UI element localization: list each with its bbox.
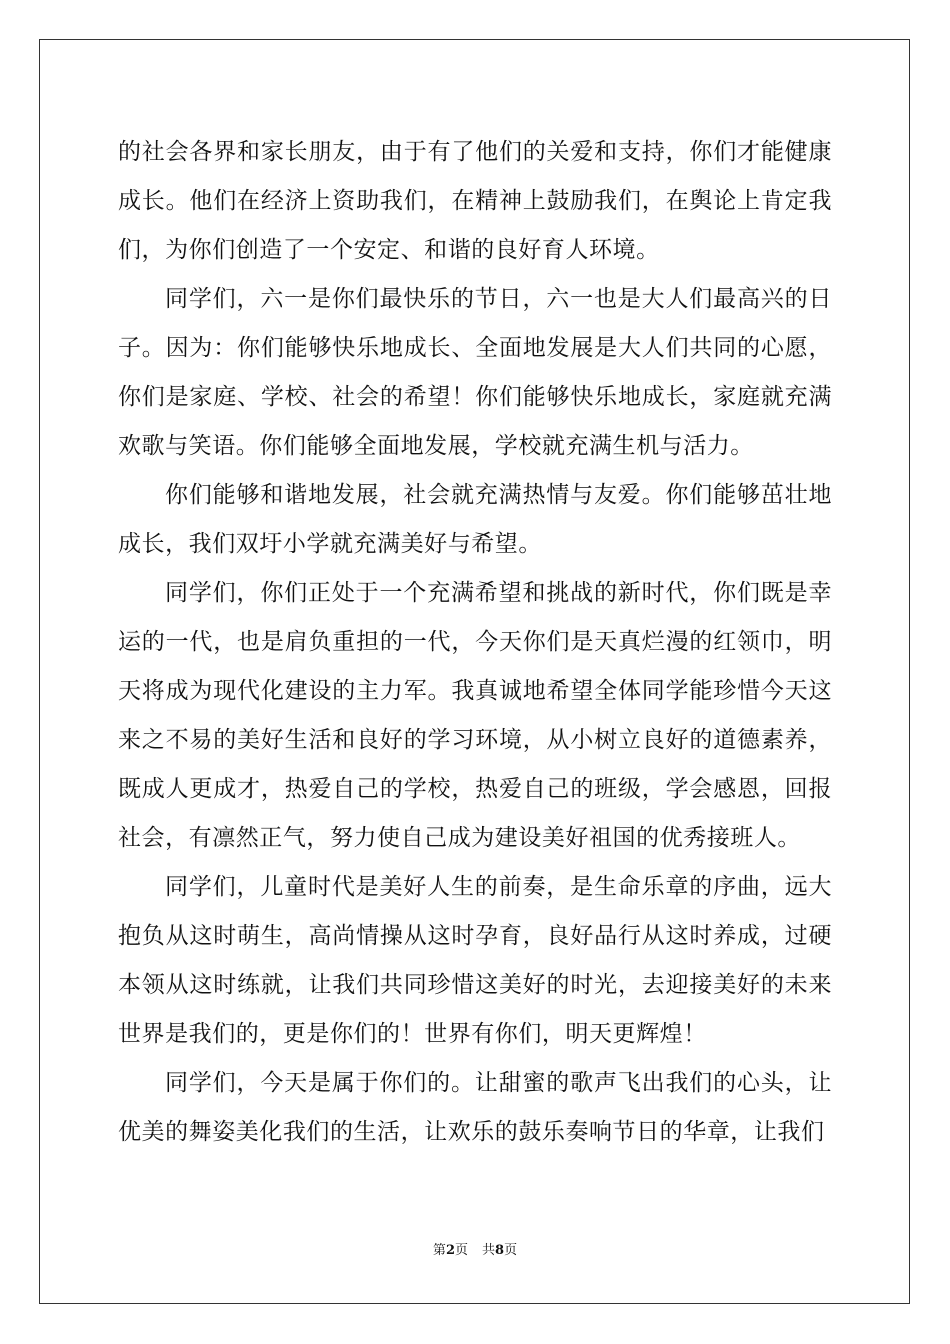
- page-current: 2: [445, 1243, 455, 1258]
- paragraph-6: 同学们，今天是属于你们的。让甜蜜的歌声飞出我们的心头，让优美的舞姿美化我们的生活，让欢乐的鼓乐奏响节日的华章，让我们: [118, 1070, 832, 1145]
- total-suffix: 页: [504, 1243, 518, 1258]
- page-number: [433, 1243, 468, 1258]
- paragraph-5: 同学们，儿童时代是美好人生的前奏，是生命乐章的序曲，远大抱负从这时萌生，高尚情操从这时孕育，良好品行从这时养成，过硬本领从这时练就，让我们共同珍惜这美好的时光，去迎接美好的未来世界是我们的，更是你们的！世界有你们，明天更辉煌！: [118, 874, 832, 1047]
- paragraph-3: 你们能够和谐地发展，社会就充满热情与友爱。你们能够茁壮地成长，我们双圩小学就充满美好与希望。: [118, 482, 832, 557]
- paragraph-2: 同学们，六一是你们最快乐的节日，六一也是大人们最高兴的日子。因为：你们能够快乐地成长、全面地发展是大人们共同的心愿，你们是家庭、学校、社会的希望！你们能够快乐地成长，家庭就充满欢歌与笑语。你们能够全面地发展，学校就充满生机与活力。: [118, 286, 832, 459]
- total-prefix: 共: [482, 1243, 496, 1258]
- page-suffix: 页: [454, 1243, 468, 1258]
- paragraph-4: 同学们，你们正处于一个充满希望和挑战的新时代，你们既是幸运的一代，也是肩负重担的一代，今天你们是天真烂漫的红领巾，明天将成为现代化建设的主力军。我真诚地希望全体同学能珍惜今天这来之不易的美好生活和良好的学习环境，从小树立良好的道德素养，既成人更成才，热爱自己的学校，热爱自己的班级，学会感恩，回报社会，有凛然正气，努力使自己成为建设美好祖国的优秀接班人。: [118, 580, 832, 851]
- page-footer: [0, 1242, 950, 1260]
- page-total: [482, 1243, 517, 1258]
- document-body: [118, 128, 832, 1157]
- total-count: 8: [495, 1243, 505, 1258]
- paragraph-1: 的社会各界和家长朋友，由于有了他们的关爱和支持，你们才能健康成长。他们在经济上资助我们，在精神上鼓励我们，在舆论上肯定我们，为你们创造了一个安定、和谐的良好育人环境。: [118, 139, 832, 263]
- page-prefix: 第: [432, 1243, 446, 1258]
